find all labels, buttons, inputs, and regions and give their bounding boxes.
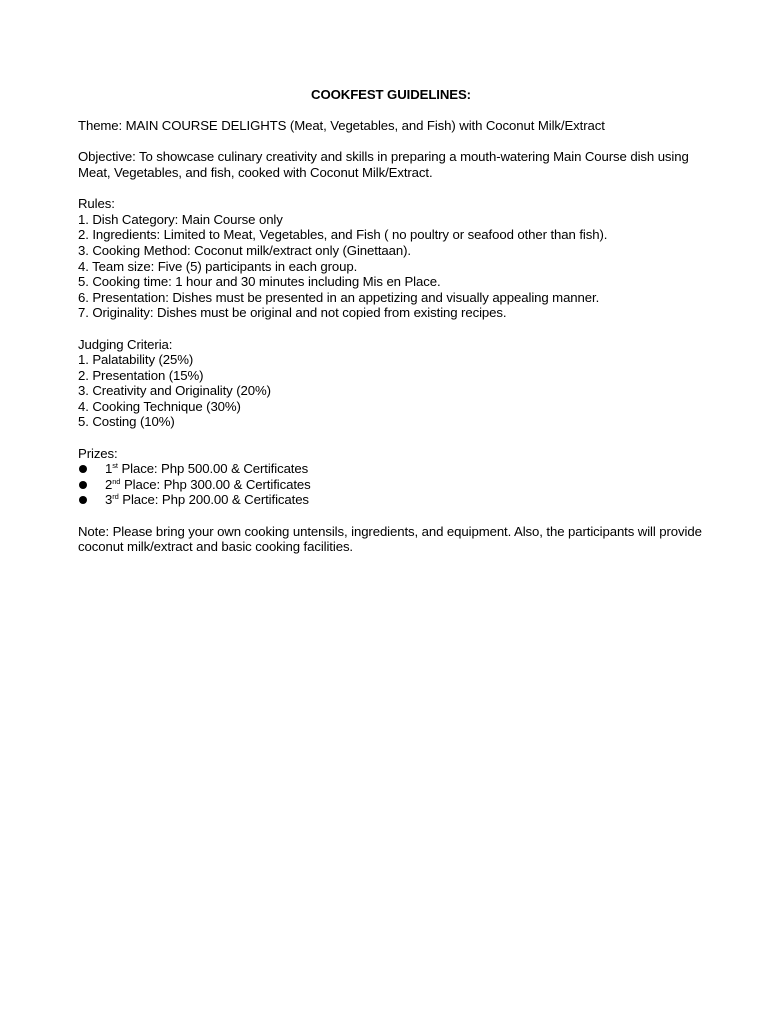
ordinal-suffix: rd (112, 492, 119, 502)
bullet-icon (79, 496, 87, 504)
criteria-item: 3. Creativity and Originality (20%) (78, 383, 271, 399)
prizes-heading: Prizes: (78, 445, 118, 461)
prize-text: Place: Php 300.00 & Certificates (120, 476, 311, 492)
prize-text: Place: Php 500.00 & Certificates (117, 461, 309, 477)
document-title: COOKFEST GUIDELINES: (311, 87, 471, 102)
note-line: coconut milk/extract and basic cooking facilities. (78, 539, 353, 555)
prizes-section (78, 446, 698, 508)
bullet-icon (79, 465, 87, 473)
rule-item: 1. Dish Category: Main Course only (78, 211, 283, 227)
criteria-item: 5. Costing (10%) (78, 414, 175, 430)
ordinal-suffix: nd (112, 476, 121, 486)
document-page (78, 87, 702, 570)
criteria-item: 4. Cooking Technique (30%) (78, 398, 241, 414)
prize-item-third (78, 492, 698, 508)
rule-item: 7. Originality: Dishes must be original and not copied from existing recipes. (78, 305, 507, 321)
criteria-item: 1. Palatability (25%) (78, 352, 194, 368)
criteria-item: 2. Presentation (15%) (78, 367, 204, 383)
objective-text: Objective: To showcase culinary creativity and skills in preparing a mouth-watering Main Course dish using Meat, Vegetables, and fish, cooked with Coconut Milk/Extract. (78, 149, 689, 180)
rule-item: 6. Presentation: Dishes must be presented in an appetizing and visually appealing manner. (78, 289, 600, 305)
rule-item: 5. Cooking time: 1 hour and 30 minutes including Mis en Place. (78, 274, 441, 290)
prize-number: 1 (105, 461, 113, 477)
bullet-icon (79, 481, 87, 489)
note-section (78, 523, 702, 555)
rule-item: 2. Ingredients: Limited to Meat, Vegetables, and Fish ( no poultry or seafood other than fish). (78, 227, 608, 243)
rule-item: 4. Team size: Five (5) participants in each group. (78, 258, 358, 274)
prize-item-first (78, 461, 698, 477)
rules-section (78, 196, 698, 321)
ordinal-suffix: st (112, 461, 118, 471)
judging-heading: Judging Criteria: (78, 336, 173, 352)
rules-heading: Rules: (78, 196, 115, 212)
rule-item: 3. Cooking Method: Coconut milk/extract only (Ginettaan). (78, 242, 411, 258)
theme-text: Theme: MAIN COURSE DELIGHTS (Meat, Vegetables, and Fish) with Coconut Milk/Extract (78, 118, 605, 134)
prize-number: 2 (105, 476, 113, 492)
prize-text: Place: Php 200.00 & Certificates (118, 492, 309, 508)
judging-section (78, 337, 698, 431)
prize-item-second (78, 477, 698, 493)
prize-number: 3 (105, 492, 113, 508)
note-line: Note: Please bring your own cooking untensils, ingredients, and equipment. Also, the participants will provide (78, 523, 702, 539)
